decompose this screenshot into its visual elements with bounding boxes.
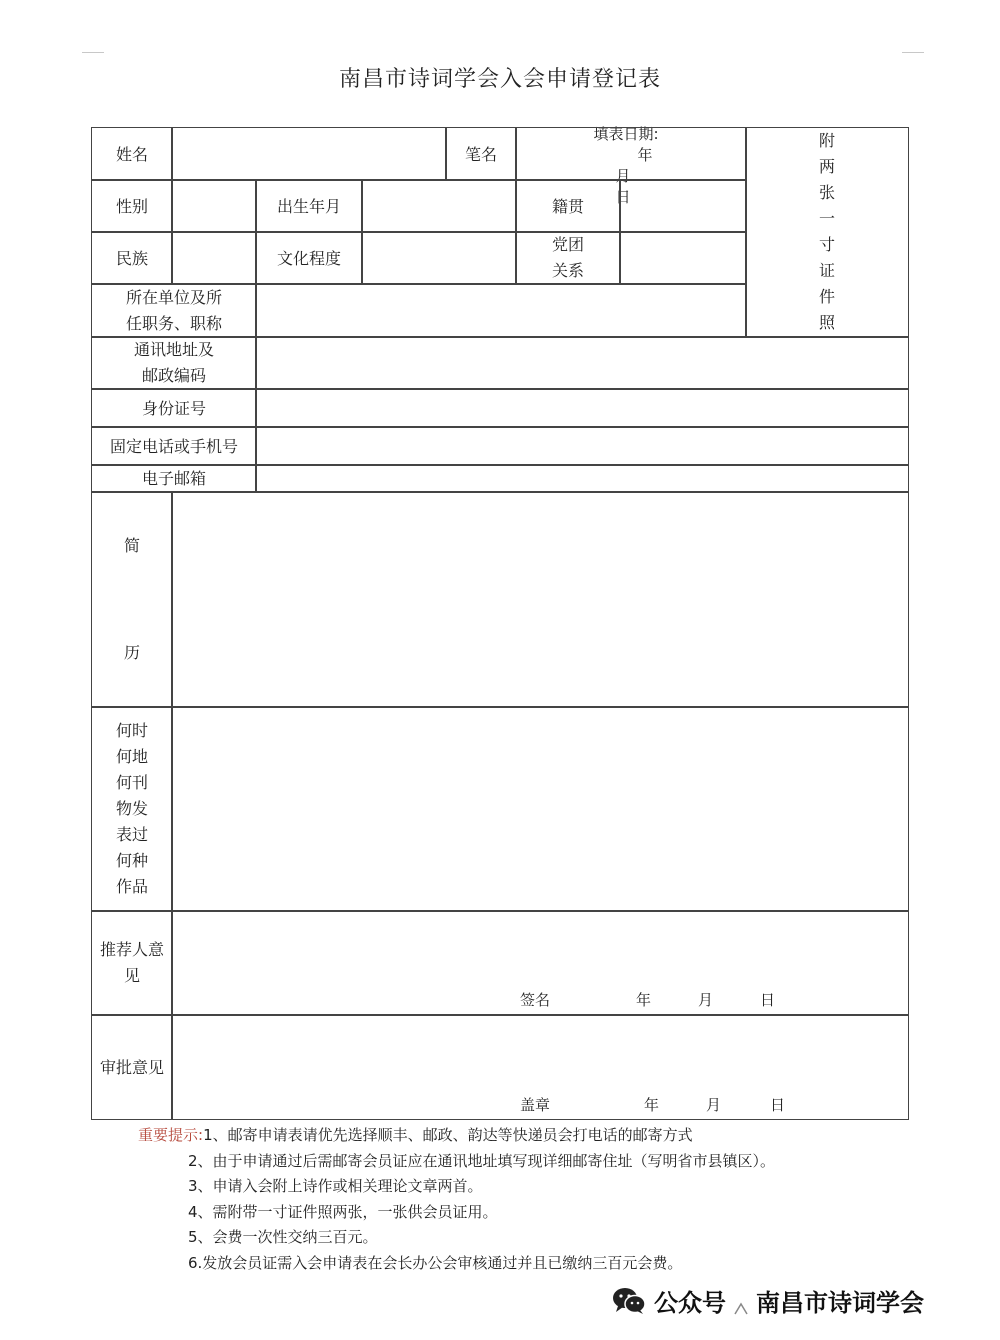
publications-label [91, 706, 173, 912]
top-right-mark [902, 52, 924, 53]
publications-line7: 作品 [115, 877, 148, 896]
id-number-label: 身份证号 [91, 388, 257, 428]
address-label-line2: 邮政编码 [141, 366, 206, 385]
recommender-label-line2: 见 [123, 966, 140, 985]
notes-label: 重要提示: [138, 1126, 204, 1144]
top-left-mark [82, 52, 104, 53]
separator-icon [734, 1294, 748, 1308]
party-field[interactable] [619, 231, 747, 285]
photo-char-7: 件 [818, 287, 835, 306]
ethnicity-field[interactable] [171, 231, 257, 285]
address-field[interactable] [255, 336, 909, 390]
pen-name-label: 笔名 [445, 127, 517, 181]
resume-field[interactable] [171, 491, 909, 708]
ethnicity-label: 民族 [91, 231, 173, 285]
photo-char-8: 照 [818, 313, 835, 332]
id-number-field[interactable] [255, 388, 909, 428]
application-form [91, 127, 909, 1120]
photo-char-5: 寸 [818, 235, 835, 254]
fill-date-day: 日 [615, 188, 631, 206]
phone-field[interactable] [255, 426, 909, 466]
work-unit-label-line2: 任职务、职称 [125, 313, 222, 333]
birth-field[interactable] [361, 179, 517, 233]
fill-date-label: 填表日期: [593, 125, 659, 143]
photo-char-6: 证 [818, 261, 835, 280]
approval-label: 审批意见 [91, 1014, 173, 1120]
education-field[interactable] [361, 231, 517, 285]
wechat-footer [612, 1283, 924, 1318]
approval-seal-label: 盖章 [520, 1096, 551, 1114]
photo-char-3: 张 [818, 183, 835, 202]
phone-label: 固定电话或手机号 [91, 426, 257, 466]
recommender-label-line1: 推荐人意 [99, 940, 164, 959]
publications-line5: 表过 [115, 825, 148, 844]
note-item-2: 2、由于申请通过后需邮寄会员证应在通讯地址填写现详细邮寄住址（写明省市县镇区）。 [188, 1151, 776, 1170]
photo-char-4: 一 [818, 209, 835, 228]
recommender-sign-month: 月 [698, 991, 714, 1009]
important-notes [138, 1123, 775, 1276]
recommender-sign-day: 日 [760, 991, 776, 1009]
approval-seal-year: 年 [644, 1096, 660, 1114]
note-item-4: 4、需附带一寸证件照两张，一张供会员证用。 [188, 1202, 498, 1221]
work-unit-label [91, 283, 257, 338]
work-unit-label-line1: 所在单位及所 [125, 287, 222, 307]
note-item-5: 5、会费一次性交纳三百元。 [188, 1228, 378, 1246]
publications-line3: 何刊 [115, 773, 148, 792]
party-label-line2: 关系 [551, 261, 584, 280]
resume-label [91, 491, 173, 708]
form-title: 南昌市诗词学会入会申请登记表 [338, 67, 661, 92]
publications-line6: 何种 [115, 851, 148, 870]
resume-label-char1: 简 [123, 535, 140, 555]
approval-seal-day: 日 [770, 1096, 786, 1114]
footer-prefix: 公众号 [654, 1289, 726, 1317]
native-place-label: 籍贯 [515, 179, 621, 233]
publications-line4: 物发 [115, 799, 148, 818]
party-label [515, 231, 621, 285]
education-label: 文化程度 [255, 231, 363, 285]
fill-date-month: 月 [615, 167, 631, 185]
recommender-label [91, 910, 173, 1016]
address-label [91, 336, 257, 390]
photo-char-1: 附 [818, 131, 835, 150]
resume-label-char2: 历 [123, 643, 140, 663]
footer-account: 南昌市诗词学会 [756, 1289, 924, 1317]
wechat-icon [612, 1287, 646, 1315]
approval-seal-month: 月 [706, 1096, 722, 1114]
note-item-6: 6.发放会员证需入会申请表在会长办公会审核通过并且已缴纳三百元会费。 [188, 1253, 683, 1272]
publications-line1: 何时 [115, 721, 148, 740]
address-label-line1: 通讯地址及 [133, 340, 214, 359]
publications-field[interactable] [171, 706, 909, 912]
name-field[interactable] [171, 127, 447, 181]
gender-label: 性别 [91, 179, 173, 233]
recommender-sign-label: 签名 [520, 991, 551, 1009]
publications-line2: 何地 [115, 747, 148, 766]
email-field[interactable] [255, 464, 909, 493]
gender-field[interactable] [171, 179, 257, 233]
note-item-3: 3、申请入会附上诗作或相关理论文章两首。 [188, 1177, 483, 1195]
native-place-field[interactable] [619, 179, 747, 233]
party-label-line1: 党团 [551, 235, 584, 254]
name-label: 姓名 [91, 127, 173, 181]
photo-char-2: 两 [818, 157, 835, 176]
note-item-1: 重要提示:1、邮寄申请表请优先选择顺丰、邮政、韵达等快递员会打电话的邮寄方式 [138, 1126, 693, 1144]
photo-box[interactable] [745, 127, 909, 338]
work-unit-field[interactable] [255, 283, 747, 338]
fill-date-year: 年 [637, 146, 653, 164]
email-label: 电子邮箱 [91, 464, 257, 493]
recommender-sign-year: 年 [636, 991, 652, 1009]
birth-label: 出生年月 [255, 179, 363, 233]
pen-name-field[interactable] [515, 127, 747, 181]
